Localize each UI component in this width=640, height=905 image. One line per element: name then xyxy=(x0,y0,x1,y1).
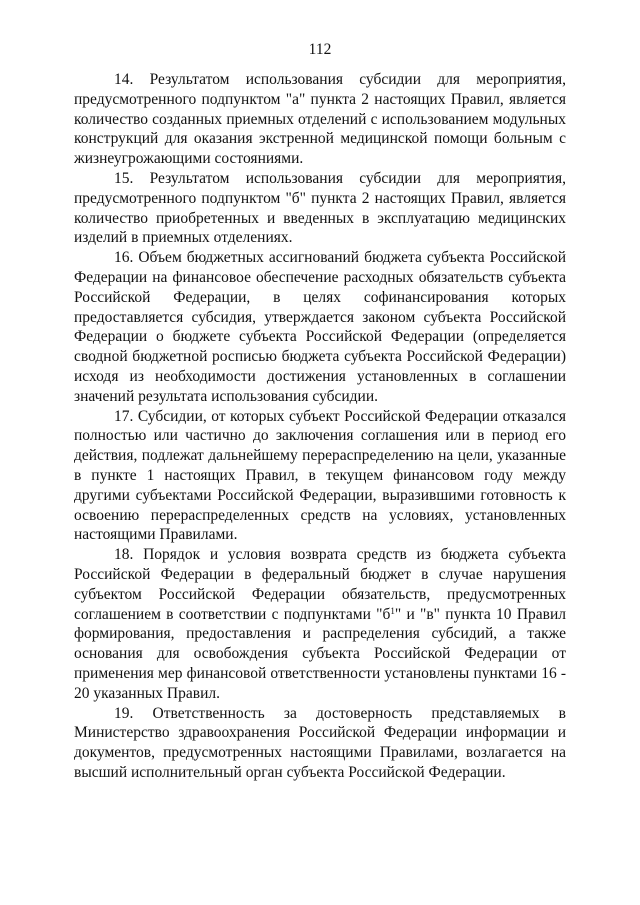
paragraph-16: 16. Объем бюджетных ассигнований бюджета субъекта Российской Федерации на финансовое обеспечение расходных обязательств субъекта Российской Федерации, в целях софинансирования которых предоставляется субсидия, утверждается законом субъекта Российской Федерации о бюджете субъекта Российской Федерации (определяется сводной бюджетной росписью бюджета субъекта Российской Федерации) исходя из необходимости достижения установленных в соглашении значений результата использования субсидии. xyxy=(74,249,566,405)
paragraph-15: 15. Результатом использования субсидии для мероприятия, предусмотренного подпунктом "б" пункта 2 настоящих Правил, является количество приобретенных и введенных в эксплуатацию медицинских изделий в приемных отделениях. xyxy=(74,169,566,247)
paragraph-18 xyxy=(74,545,566,703)
document-body xyxy=(74,70,566,783)
paragraph-17: 17. Субсидии, от которых субъект Российской Федерации отказался полностью или частично до заключения соглашения или в период его действия, подлежат дальнейшему перераспределению на цели, указанные в пункте 1 настоящих Правил, в текущем финансовом году между другими субъектами Российской Федерации, выразившими готовность к освоению перераспределенных средств на условиях, установленных настоящими Правилами. xyxy=(74,407,566,544)
page-number: 112 xyxy=(308,41,332,58)
paragraph-18-text-end: " и "в" пункта 10 Правил формирования, предоставления и распределения субсидий, а также основания для освобождения субъекта Российской Федерации от применения мер финансовой ответственности установлены пунктами 16 - 20 указанных Правил. xyxy=(74,605,566,702)
paragraph-18-text-start: 18. Порядок и условия возврата средств из бюджета субъекта Российской Федерации в федеральный бюджет в случае нарушения субъектом Российской Федерации обязательств, предусмотренных соглашением в соответствии с подпунктами "б xyxy=(74,546,566,623)
superscript-marker: 1 xyxy=(390,605,395,616)
paragraph-19: 19. Ответственность за достоверность представляемых в Министерство здравоохранения Российской Федерации информации и документов, предусмотренных настоящими Правилами, возлагается на высший исполнительный орган субъекта Российской Федерации. xyxy=(74,704,566,781)
paragraph-14: 14. Результатом использования субсидии для мероприятия, предусмотренного подпунктом "а" пункта 2 настоящих Правил, является количество созданных приемных отделений с использованием модульных конструкций для оказания экстренной медицинской помощи больным с жизнеугрожающими состояниями. xyxy=(74,71,566,168)
